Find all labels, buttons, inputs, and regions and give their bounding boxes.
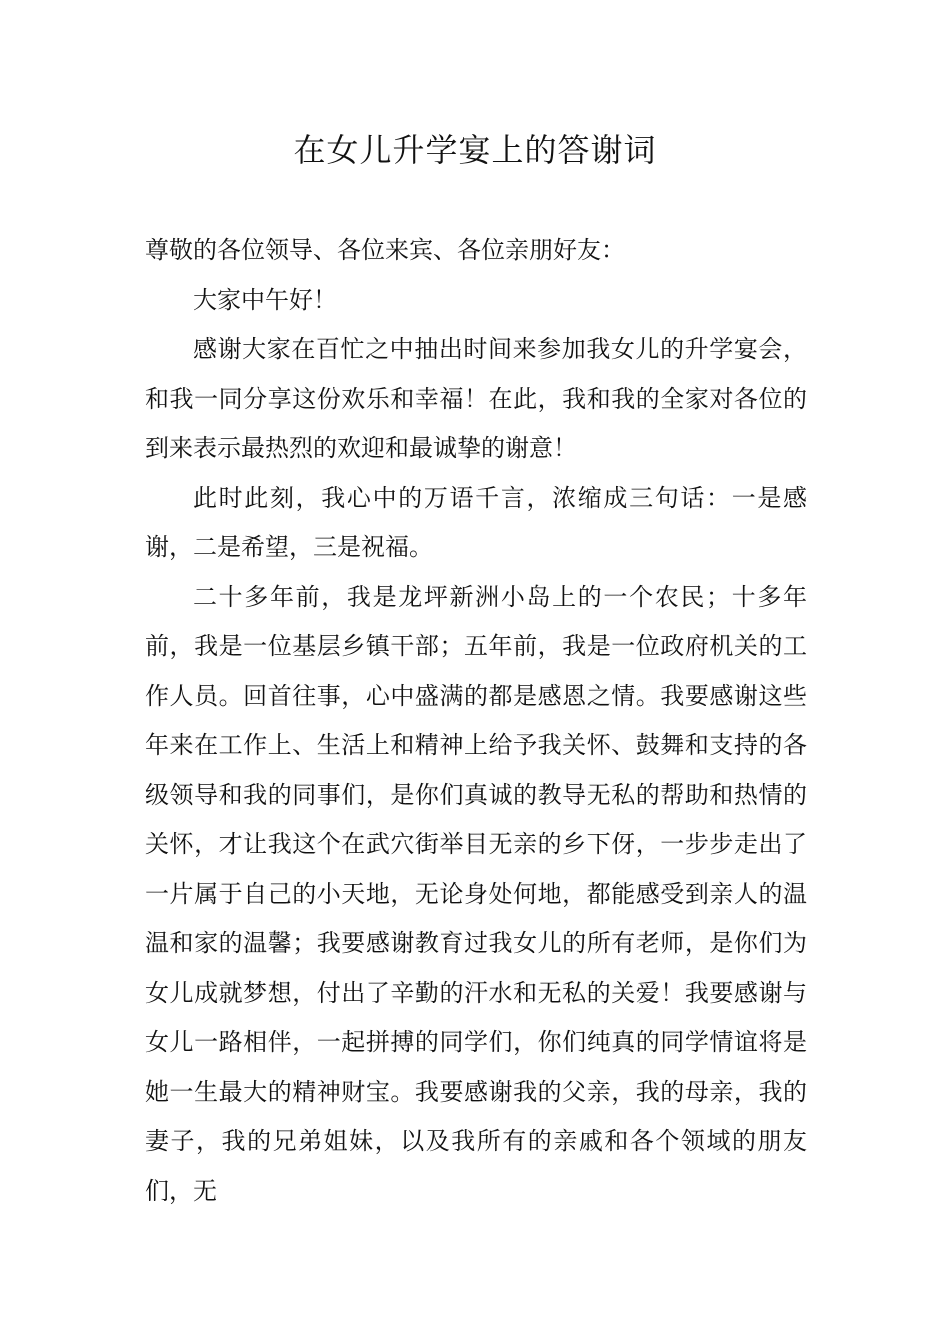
- greeting-line: 尊敬的各位领导、各位来宾、各位亲朋好友：: [145, 236, 625, 264]
- paragraph-thanks-attendance: 感谢大家在百忙之中抽出时间来参加我女儿的升学宴会，和我一同分享这份欢乐和幸福！在此，我和我的全家对各位的到来表示最热烈的欢迎和最诚挚的谢意！: [145, 335, 807, 462]
- paragraph-three-words: 此时此刻，我心中的万语千言，浓缩成三句话：一是感谢，二是希望，三是祝福。: [145, 483, 807, 561]
- document-body: [145, 226, 807, 1216]
- paragraph-gratitude: 二十多年前，我是龙坪新洲小岛上的一个农民；十多年前，我是一位基层乡镇干部；五年前，我是一位政府机关的工作人员。回首往事，心中盛满的都是感恩之情。我要感谢这些年来在工作上、生活上和精神上给予我关怀、鼓舞和支持的各级领导和我的同事们，是你们真诚的教导无私的帮助和热情的关怀，才让我这个在武穴街举目无亲的乡下伢，一步步走出了一片属于自己的小天地，无论身处何地，都能感受到亲人的温温和家的温馨；我要感谢教育过我女儿的所有老师，是你们为女儿成就梦想，付出了辛勤的汗水和无私的关爱！我要感谢与女儿一路相伴，一起拼搏的同学们，你们纯真的同学情谊将是她一生最大的精神财宝。我要感谢我的父亲，我的母亲，我的妻子，我的兄弟姐妹，以及我所有的亲戚和各个领域的朋友们，无: [145, 582, 807, 1205]
- paragraph-hello: 大家中午好！: [193, 285, 337, 314]
- document-title: 在女儿升学宴上的答谢词: [293, 131, 657, 169]
